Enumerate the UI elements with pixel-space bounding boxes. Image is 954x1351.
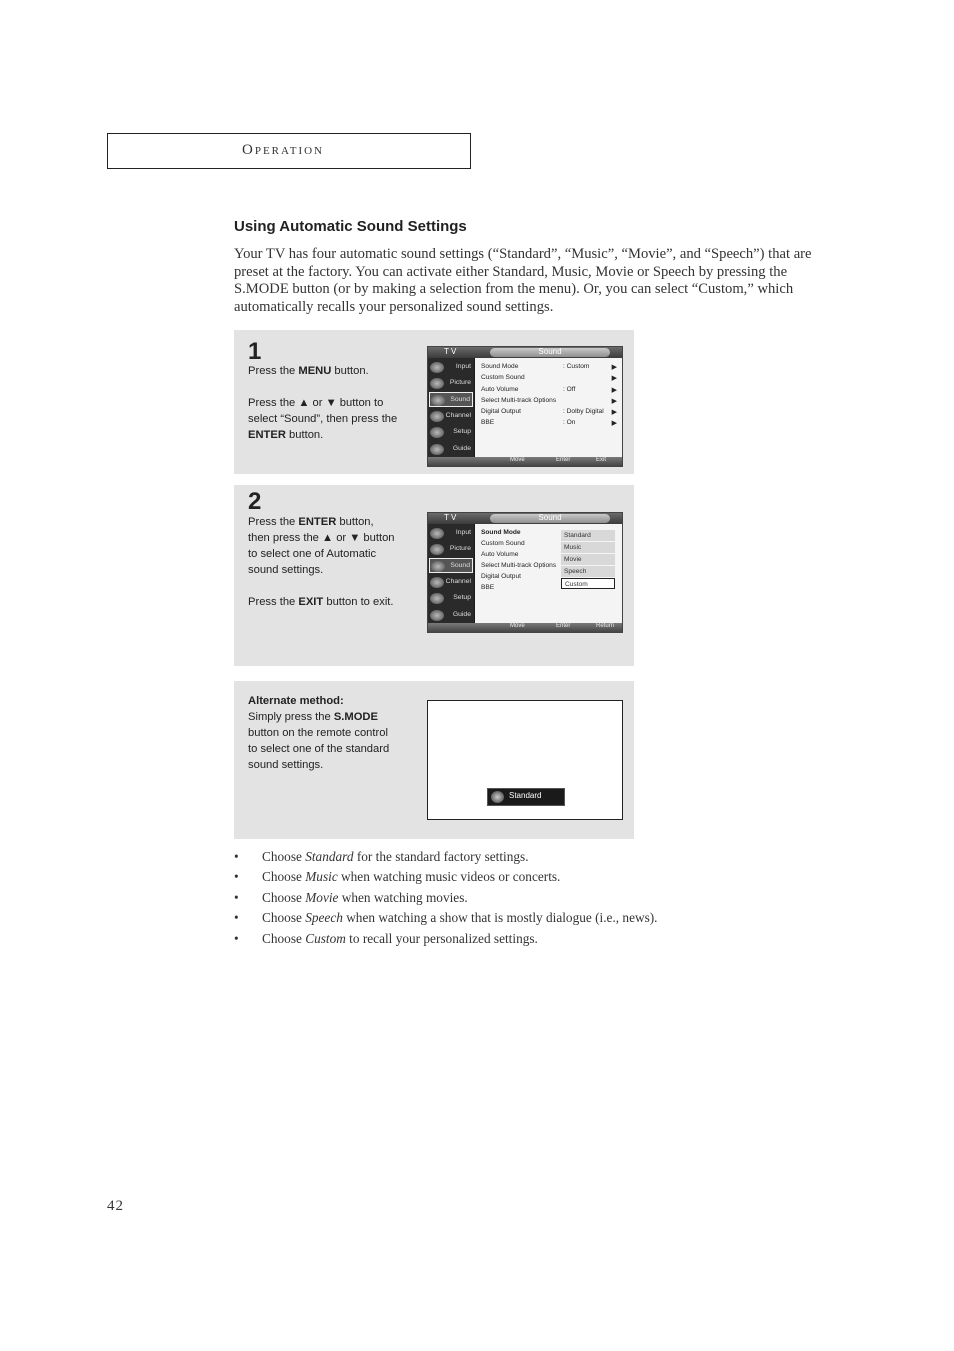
section-header-label: Operation [242,142,325,158]
picture-icon [430,378,444,389]
speaker-icon [431,561,445,572]
smode-button-label: S.MODE [333,711,378,723]
osd-side-channel[interactable]: Channel [429,575,473,590]
osd-footer-move: Move [510,457,525,463]
osd-side-picture[interactable]: Picture [429,542,473,557]
osd-row-bbe[interactable]: BBE : On ▶ [481,419,617,427]
osd-row-digital-output[interactable]: Digital Output : Dolby Digital ▶ [481,408,617,416]
osd-footer-move: Move [510,623,525,629]
list-item: • Choose Speech when watching a show that is mostly dialogue (i.e., news). [234,910,658,926]
option-standard[interactable]: Standard [561,530,615,542]
option-movie[interactable]: Movie [561,554,615,566]
osd-row-multitrack[interactable]: Select Multi-track Options [481,562,557,569]
osd-footer-enter: Enter [556,457,571,463]
step1-number: 1 [248,338,262,365]
list-item: • Choose Standard for the standard factory settings. [234,849,529,864]
osd-titlebar [428,513,622,524]
input-icon [430,362,444,373]
list-item: • Choose Music when watching music videos or concerts. [234,869,561,885]
osd-row-auto-volume[interactable]: Auto Volume [481,551,519,558]
osd-content [475,524,622,624]
osd-title: Sound [538,513,562,522]
step2-number: 2 [248,488,262,515]
arrow-right-icon: ▶ [611,420,617,427]
step2-panel [234,485,634,666]
osd-row-digital-output[interactable]: Digital Output [481,573,521,580]
osd-titlebar [428,347,622,358]
page-heading: Using Automatic Sound Settings [234,218,467,235]
page-number: 42 [107,1198,124,1214]
intro-paragraph: Your TV has four automatic sound settings (“Standard”, “Music”, “Movie”, and “Speech”) that are preset at the factory. You can activate either Standard, Music, Movie or Speech by pressing the S.MODE button (or by making a selection from the menu). Or, you can select “Custom,” which automatically recalls your personalized sound settings. [234,246,812,316]
list-item: • Choose Custom to recall your personalized settings. [234,930,538,946]
osd-row-bbe[interactable]: BBE [481,584,495,591]
guide-icon [430,610,444,621]
arrow-right-icon: ▶ [611,375,617,382]
osd-side-setup[interactable]: Setup [429,591,473,606]
smode-label: Standard [509,791,542,800]
alternate-panel [234,681,634,839]
option-music[interactable]: Music [561,542,615,554]
osd-side-setup[interactable]: Setup [429,425,473,440]
bullet-icon: • [234,910,239,926]
bullet-icon: • [234,930,239,946]
step1-panel [234,330,634,474]
option-custom[interactable]: Custom [561,578,615,589]
step1-instructions: Press the MENU button. Press the ▲ or ▼ button to select “Sound”, then press the ENTER button. [248,365,398,441]
osd-row-sound-mode[interactable]: Sound Mode : Custom ▶ [481,363,617,371]
osd-row-sound-mode[interactable]: Sound Mode [481,529,521,536]
arrow-right-icon: ▶ [611,398,617,405]
osd-tv-label: T V [444,347,457,356]
arrow-right-icon: ▶ [611,409,617,416]
option-speech[interactable]: Speech [561,566,615,578]
osd-footer-return: Return [596,623,615,629]
osd-footer [428,623,622,632]
osd-side-channel[interactable]: Channel [429,409,473,424]
alternate-instructions: Alternate method: Simply press the S.MODE button on the remote control to select one of the standard sound settings. [248,695,390,771]
osd-row-multitrack[interactable]: Select Multi-track Options ▶ [481,397,617,405]
arrow-right-icon: ▶ [611,387,617,394]
bullet-icon: • [234,869,239,885]
osd-row-custom-sound[interactable]: Custom Sound ▶ [481,374,617,382]
tv-screen [427,700,623,820]
osd-side-input[interactable]: Input [429,526,473,541]
list-item: • Choose Movie when watching movies. [234,889,468,905]
bullet-icon: • [234,849,239,864]
osd-sidebar [428,358,474,458]
exit-button-label: EXIT [298,596,324,608]
osd-side-picture[interactable]: Picture [429,376,473,391]
antenna-icon [430,577,444,588]
enter-button-label: ENTER [248,429,286,441]
osd-side-guide[interactable]: Guide [429,608,473,623]
osd-row-custom-sound[interactable]: Custom Sound [481,540,525,547]
osd-side-guide[interactable]: Guide [429,442,473,457]
picture-icon [430,544,444,555]
osd-row-auto-volume[interactable]: Auto Volume : Off ▶ [481,386,617,394]
osd-side-sound[interactable]: Sound [429,558,473,573]
arrow-right-icon: ▶ [611,364,617,371]
input-icon [430,528,444,539]
osd-title: Sound [538,347,562,356]
section-header [107,133,471,169]
setup-icon [430,427,444,438]
enter-button-label: ENTER [298,516,337,528]
osd-sound-mode-menu [427,512,623,633]
speaker-icon [431,395,445,406]
antenna-icon [430,411,444,422]
osd-footer-enter: Enter [556,623,571,629]
speaker-icon [491,791,504,803]
bullet-icon: • [234,889,239,905]
osd-sidebar [428,524,474,624]
osd-footer-exit: Exit [596,457,607,463]
osd-side-sound[interactable]: Sound [429,392,473,407]
osd-side-input[interactable]: Input [429,360,473,375]
smode-indicator [487,788,565,806]
alternate-title: Alternate method: [248,695,344,707]
setup-icon [430,593,444,604]
step2-instructions: Press the ENTER button, then press the ▲ or ▼ button to select one of Automatic sound settings. Press the EXIT button to exit. [248,516,395,608]
osd-content [475,358,622,458]
bullet-list [234,849,834,951]
menu-button-label: MENU [298,365,332,377]
osd-tv-label: T V [444,513,457,522]
osd-footer [428,457,622,466]
sound-mode-dropdown [561,530,615,589]
osd-sound-menu [427,346,623,467]
guide-icon [430,444,444,455]
